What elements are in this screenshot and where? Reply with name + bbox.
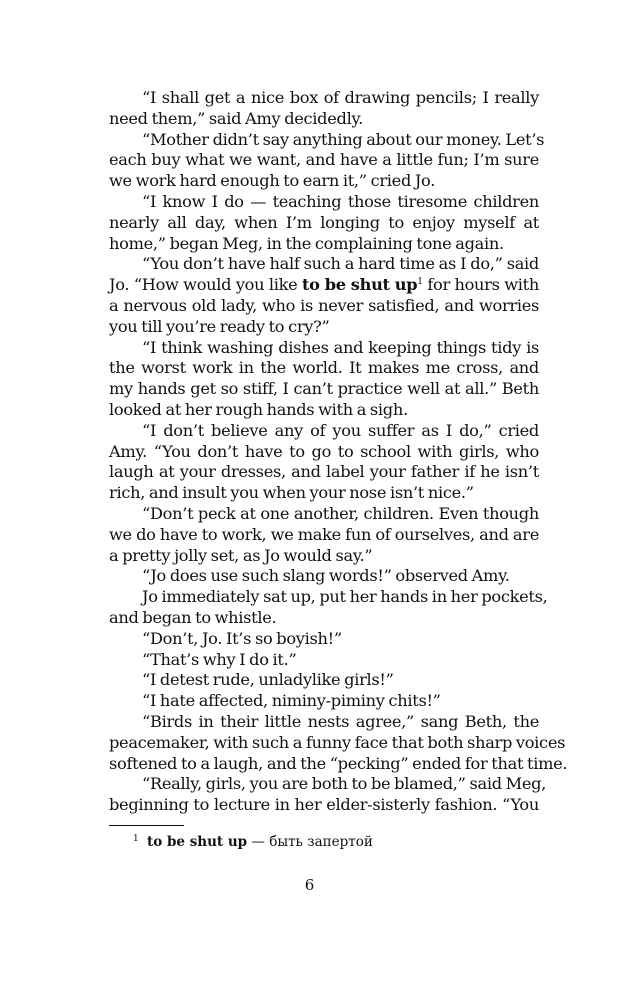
text-line: “Mother didn’t say anything about our money. Let’s [142,129,545,149]
text-line: we do have to work, we make fun of ourselves, and are [109,524,539,544]
page-number: 6 [304,876,315,894]
text-line: “Jo does use such slang words!” observed Amy. [142,566,510,586]
text-line: “You don’t have half such a hard time as I do,” said [142,254,539,274]
footnote-dash: — [251,834,265,850]
text-line: a pretty jolly set, as Jo would say.” [109,545,373,565]
text-line: “Really, girls, you are both to be blamed,” said Meg, [142,774,547,794]
text-line: “Birds in their little nests agree,” sang Beth, the [142,711,539,731]
text-line: “I don’t believe any of you suffer as I do,” cried [142,420,539,440]
text-line-with-footnote-ref [109,275,539,296]
text-line: nearly all day, when I’m longing to enjoy myself at [109,212,539,232]
text-line: a nervous old lady, who is never satisfied, and worries [109,295,539,315]
text-line: “I shall get a nice box of drawing pencils; I really [142,88,539,107]
text-line: home,” began Meg, in the complaining tone again. [109,233,504,253]
footnote-term: to be shut up [147,834,248,850]
text-fragment: for hours with [422,275,539,295]
footnote [133,834,373,850]
text-line: “I know I do — teaching those tiresome children [142,191,539,211]
footnote-ref[interactable]: 1 [417,277,423,288]
text-line: we work hard enough to earn it,” cried Jo. [109,171,436,191]
text-line: beginning to lecture in her elder-sisterly fashion. “You [109,795,539,815]
footnote-translation: быть запертой [269,834,373,850]
text-line: each buy what we want, and have a little fun; I’m sure [109,150,539,170]
footnote-mark: 1 [133,834,139,844]
text-line: Amy. “You don’t have to go to school with girls, who [109,441,539,461]
text-line: rich, and insult you when your nose isn’t nice.” [109,483,474,503]
text-line: “I hate affected, niminy-piminy chits!” [142,691,441,711]
text-line: “Don’t, Jo. It’s so boyish!” [142,628,342,648]
text-line: you till you’re ready to cry?” [109,316,330,336]
text-line: “That’s why I do it.” [142,649,297,669]
page-body [109,88,568,816]
text-line: “Don’t peck at one another, children. Even though [142,503,539,523]
text-fragment: Jo. “How would you like [109,275,302,295]
text-line: “I detest rude, unladylike girls!” [142,670,394,690]
text-line: Jo immediately sat up, put her hands in her pockets, [142,587,548,607]
text-line: looked at her rough hands with a sigh. [109,399,408,419]
text-line: the worst work in the world. It makes me cross, and [109,358,539,378]
footnote-term: to be shut up [301,275,418,295]
text-line: “I think washing dishes and keeping things tidy is [142,337,539,357]
text-line: laugh at your dresses, and label your father if he isn’t [109,462,539,482]
text-line: peacemaker, with such a funny face that both sharp voices [109,732,566,752]
text-line: and began to whistle. [109,607,277,627]
text-line: my hands get so stiff, I can’t practice well at all.” Beth [109,379,539,399]
text-line: softened to a laugh, and the “pecking” ended for that time. [109,753,568,773]
text-line: need them,” said Amy decidedly. [109,108,363,128]
footnote-divider [109,825,184,826]
